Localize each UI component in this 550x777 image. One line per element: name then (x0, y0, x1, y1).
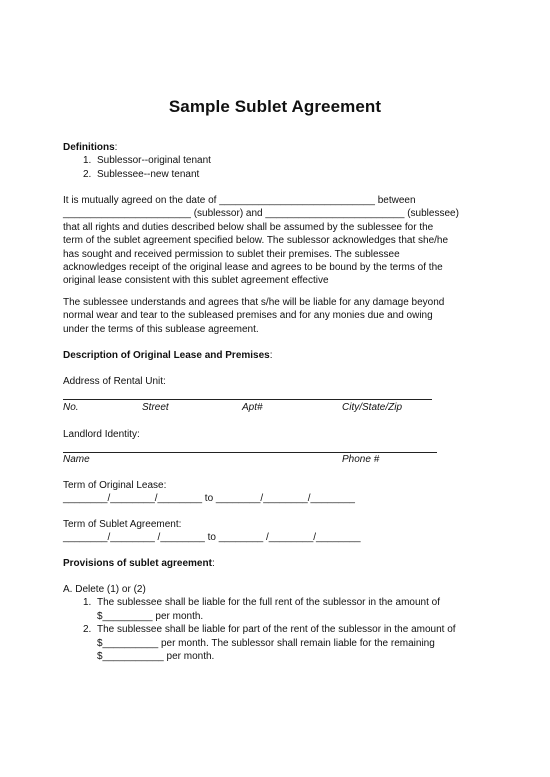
agreement-paragraph (63, 194, 503, 288)
lease-heading-text: Description of Original Lease and Premises (63, 350, 270, 361)
address-field-no: No. (63, 402, 79, 413)
landlord-underline (63, 452, 437, 453)
sublet-term-label: Term of Sublet Agreement: (63, 519, 182, 530)
list-item (63, 623, 503, 663)
paragraph-line: term of the sublet agreement specified below. The sublessor acknowledges that she/he (63, 235, 449, 247)
paragraph-line: The sublessee understands and agrees that s/he will be liable for any damage beyond (63, 297, 445, 308)
list-item-line: $___________ per month. (97, 651, 215, 663)
definitions-heading (63, 141, 493, 154)
sublet-term-blanks: ________/________ /________ to ________ /________/________ (63, 532, 361, 544)
paragraph-line: original lease consistent with this sublet agreement effective (63, 275, 329, 287)
landlord-field-name: Name (63, 454, 90, 465)
list-item (63, 596, 503, 623)
list-item-line: $__________ per month. The sublessor shall remain liable for the remaining (97, 637, 435, 649)
address-field-apt: Apt# (242, 402, 263, 413)
provisions-section (63, 583, 503, 663)
list-item (63, 168, 493, 181)
paragraph-line: _______________________ (sublessor) and _________________________ (sublessee) (63, 208, 459, 220)
definitions-heading-colon: : (114, 142, 118, 153)
paragraph-line: acknowledges receipt of the original lease and agrees to be bound by the terms of the (63, 262, 443, 274)
liability-paragraph (63, 296, 503, 336)
list-item-number: 2. (83, 168, 92, 180)
lease-heading-colon: : (269, 350, 273, 361)
list-item-text: Sublessor--original tenant (97, 155, 211, 167)
sublet-term-section (63, 518, 493, 545)
paragraph-line: has sought and received permission to sublet their premises. The sublessee (63, 248, 400, 260)
address-field-city: City/State/Zip (342, 402, 403, 413)
landlord-label: Landlord Identity: (63, 429, 140, 440)
page-title: Sample Sublet Agreement (168, 97, 382, 116)
provisions-heading (63, 557, 493, 570)
original-term-section (63, 479, 493, 506)
paragraph-line: normal wear and tear to the subleased premises and for any monies due and owing (63, 310, 433, 322)
original-term-blanks: ________/________/________ to ________/________/________ (63, 493, 355, 505)
original-term-label: Term of Original Lease: (63, 480, 167, 491)
provisions-heading-text: Provisions of sublet agreement (63, 558, 212, 569)
list-item (63, 154, 493, 167)
list-item-line: The sublessee shall be liable for the full rent of the sublessor in the amount of (97, 597, 440, 609)
address-underline (63, 399, 432, 400)
address-field-street: Street (142, 402, 169, 413)
lease-section-heading (63, 349, 493, 362)
list-item-number: 1. (83, 597, 92, 609)
address-label: Address of Rental Unit: (63, 376, 166, 387)
list-item-line: $_________ per month. (97, 610, 204, 622)
paragraph-line: that all rights and duties described below shall be assumed by the sublessee for the (63, 221, 434, 233)
list-item-number: 2. (83, 624, 92, 636)
definitions-heading-text: Definitions (63, 142, 115, 153)
landlord-field-phone: Phone # (342, 454, 380, 465)
list-item-text: Sublessee--new tenant (97, 168, 200, 180)
provision-a-label: A. Delete (1) or (2) (63, 584, 146, 595)
definitions-section (63, 141, 493, 181)
paragraph-line: It is mutually agreed on the date of ____________________________ between (63, 195, 416, 206)
list-item-line: The sublessee shall be liable for part of the rent of the sublessor in the amount of (97, 624, 456, 636)
provisions-heading-colon: : (211, 558, 215, 569)
list-item-number: 1. (83, 155, 92, 167)
paragraph-line: under the terms of this sublease agreement. (63, 323, 259, 335)
